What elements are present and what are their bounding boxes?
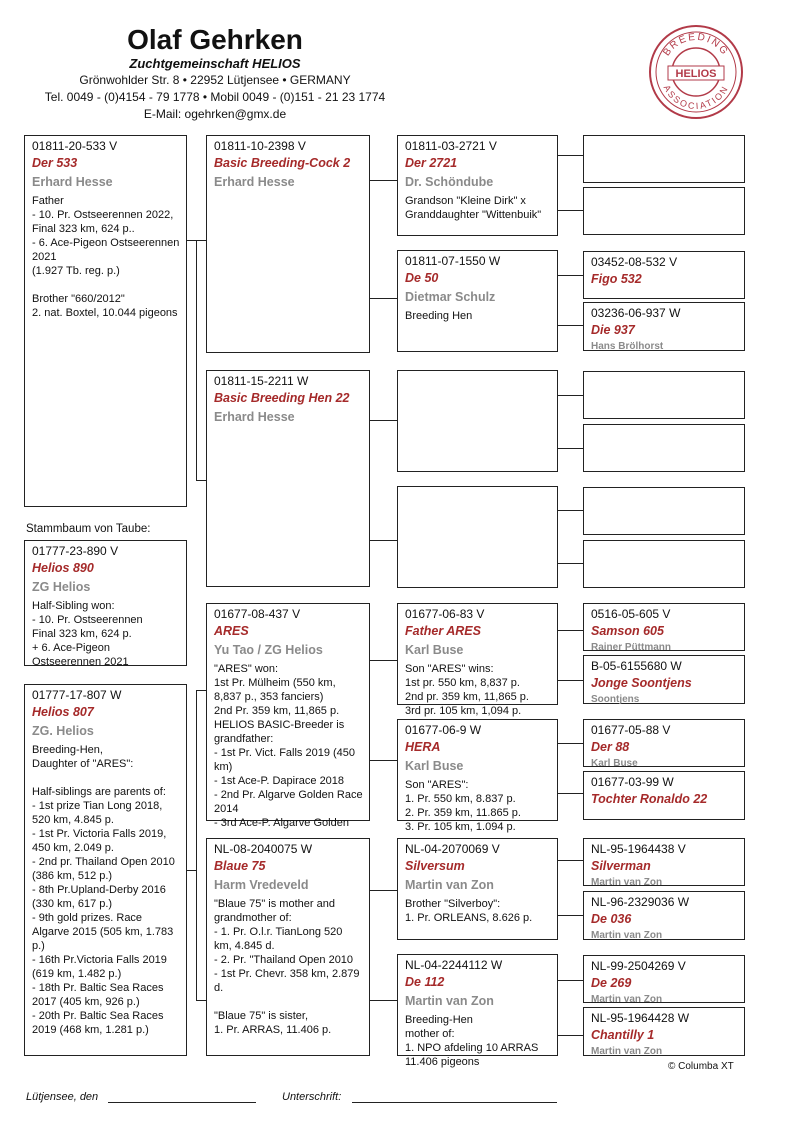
pigeon-name: Chantilly 1 xyxy=(591,1028,655,1042)
pigeon-card-subject xyxy=(24,540,187,666)
pigeon-name: Jonge Soontjens xyxy=(591,676,692,690)
pigeon-card-sire-mother xyxy=(206,370,370,587)
connector-line xyxy=(370,1000,397,1001)
pigeon-name: Tochter Ronaldo 22 xyxy=(591,792,708,806)
pigeon-name: De 036 xyxy=(591,912,632,926)
ring-number: 01811-15-2211 W xyxy=(214,374,309,388)
connector-line xyxy=(558,563,583,564)
pigeon-name: Blaue 75 xyxy=(214,859,266,873)
pigeon-name: Silversum xyxy=(405,859,465,873)
connector-line xyxy=(370,180,397,181)
connector-line xyxy=(558,630,583,631)
logo-center-text: HELIOS xyxy=(675,68,717,80)
pigeon-card-empty xyxy=(583,371,745,419)
ring-number: 01677-06-83 V xyxy=(405,607,485,621)
breeder-subtitle: Zuchtgemeinschaft HELIOS xyxy=(129,56,301,71)
pigeon-card-dam-granddam-m xyxy=(397,954,558,1068)
pigeon-name: Der 533 xyxy=(32,156,78,170)
pigeon-owner: Martin van Zon xyxy=(591,994,663,1005)
connector-line xyxy=(558,155,583,156)
pigeon-name: De 50 xyxy=(405,271,439,285)
pigeon-owner: Martin van Zon xyxy=(591,877,663,888)
connector-line xyxy=(186,870,196,871)
pigeon-card-empty xyxy=(583,424,745,472)
ring-number: 01777-17-807 W xyxy=(32,688,122,702)
pigeon-info: Father - 10. Pr. Ostseerennen 2022, Final 323 km, 624 p.. - 6. Ace-Pigeon Ostseerennen 2021 (1.927 Tb. reg. p.) Brother "660/2012" 2. nat. Boxtel, 10.044 pigeons xyxy=(32,195,180,319)
pigeon-card-dam-grandsire xyxy=(397,603,558,717)
pigeon-card-ancestor xyxy=(583,603,745,651)
connector-line xyxy=(558,680,583,681)
pigeon-owner: Martin van Zon xyxy=(591,1046,663,1057)
pigeon-owner: Erhard Hesse xyxy=(32,175,113,189)
pigeon-info: "ARES" won: 1st Pr. Mülheim (550 km, 8,837 p., 353 fanciers) 2nd Pr. 359 km, 11,865 p. HELIOS BASIC-Breeder is grandfather: - 1st Pr. Vict. Falls 2019 (450 km) - 1st Ace-P. Dapirace 2018 - 2nd Pr. Algarve Golden Race 2014 - 3rd Ace-P. Algarve Golden xyxy=(214,663,363,829)
ring-number: NL-08-2040075 W xyxy=(214,842,313,856)
logo-bottom-text: ASSOCIATION xyxy=(661,83,731,112)
ring-number: B-05-6155680 W xyxy=(591,659,682,673)
pigeon-owner: Erhard Hesse xyxy=(214,410,295,424)
connector-line xyxy=(186,240,196,241)
connector-line xyxy=(196,1000,206,1001)
pigeon-card-ancestor xyxy=(583,891,745,940)
pigeon-card-dam xyxy=(24,684,187,1056)
connector-line xyxy=(558,915,583,916)
ring-number: 03236-06-937 W xyxy=(591,306,681,320)
pigeon-owner: Hans Brölhorst xyxy=(591,341,664,352)
ring-number: 01677-05-88 V xyxy=(591,723,671,737)
pigeon-card-sire xyxy=(24,135,187,507)
pigeon-card-empty xyxy=(397,370,558,472)
pigeon-info: Brother "Silverboy": 1. Pr. ORLEANS, 8.626 p. xyxy=(405,898,533,924)
pigeon-owner: Soontjens xyxy=(591,694,640,705)
pigeon-card-empty xyxy=(583,135,745,183)
connector-line xyxy=(370,420,397,421)
pigeon-card-ancestor xyxy=(583,838,745,886)
breeder-name: Olaf Gehrken xyxy=(127,24,303,55)
pigeon-card-great-grandsire xyxy=(583,251,745,299)
pigeon-card-ancestor xyxy=(583,719,745,767)
ring-number: NL-04-2070069 V xyxy=(405,842,500,856)
connector-line xyxy=(196,690,206,691)
pigeon-info: Breeding Hen xyxy=(405,310,473,322)
pigeon-owner: Martin van Zon xyxy=(405,994,494,1008)
pigeon-name: Silverman xyxy=(591,859,651,873)
connector-line xyxy=(558,395,583,396)
pigeon-card-ancestor xyxy=(583,655,745,704)
pigeon-info: "Blaue 75" is mother and grandmother of: - 1. Pr. O.l.r. TianLong 520 km, 4.845 d. - 2. Pr. "Thailand Open 2010 - 1st Pr. Chevr. 358 km, 2.879 d. "Blaue 75" is sister, 1. Pr. ARRAS, 11.406 p. xyxy=(214,898,360,1036)
pigeon-card-empty xyxy=(583,187,745,235)
connector-line xyxy=(558,210,583,211)
ring-number: 01677-06-9 W xyxy=(405,723,482,737)
pigeon-name: Der 2721 xyxy=(405,156,458,170)
pigeon-name: Der 88 xyxy=(591,740,630,754)
pigeon-card-great-granddam xyxy=(583,302,745,351)
pigeon-card-empty xyxy=(583,540,745,588)
breeder-header xyxy=(0,24,430,123)
pigeon-info: Son "ARES" wins: 1st pr. 550 km, 8,837 p. 2nd pr. 359 km, 11,865 p. 3rd pr. 105 km, 1,094 p. xyxy=(405,663,529,717)
connector-line xyxy=(558,448,583,449)
breeder-address: Grönwohlder Str. 8 • 22952 Lütjensee • GERMANY xyxy=(79,73,351,87)
ring-number: 0516-05-605 V xyxy=(591,607,671,621)
connector-line xyxy=(558,860,583,861)
pigeon-card-ancestor xyxy=(583,1007,745,1056)
place-date-label: Lütjensee, den xyxy=(26,1091,99,1103)
pigeon-owner: Karl Buse xyxy=(405,643,464,657)
signature-line xyxy=(352,1102,557,1103)
ring-number: 01777-23-890 V xyxy=(32,544,119,558)
connector-line xyxy=(370,760,397,761)
pigeon-name: ARES xyxy=(214,624,249,638)
connector-line xyxy=(370,298,397,299)
pigeon-info: Breeding-Hen, Daughter of "ARES": Half-siblings are parents of: - 1st prize Tian Long 2018, 520 km, 4.845 p. - 1st Pr. Victoria Falls 2019, 450 km, 2.049 p. - 2nd pr. Thailand Open 2010 (386 km, 512 p.) - 8th Pr.Upland-Derby 2016 (330 km, 617 p.) - 9th gold prizes. Race Algarve 2015 (505 km, 1.783 p.) - 16th Pr.Victoria Falls 2019 (619 km, 1.482 p.) - 18th Pr. Baltic Sea Races 2017 (405 km, 926 p.) - 20th Pr. Baltic Sea Races 2019 (468 km, 1.281 p.) xyxy=(32,744,175,1036)
pigeon-info: Breeding-Hen mother of: 1. NPO afdeling 10 ARRAS 11.406 pigeons xyxy=(405,1014,539,1068)
connector-line xyxy=(558,980,583,981)
connector-line xyxy=(196,690,197,1000)
ring-number: 01811-10-2398 V xyxy=(214,139,306,153)
ring-number: 01811-07-1550 W xyxy=(405,254,501,268)
pigeon-name: Helios 807 xyxy=(32,705,94,719)
pigeon-owner: Yu Tao / ZG Helios xyxy=(214,643,323,657)
ring-number: 01811-03-2721 V xyxy=(405,139,497,153)
logo-top-text: BREEDING xyxy=(661,31,731,59)
ring-number: 01811-20-533 V xyxy=(32,139,118,153)
pigeon-card-ancestor xyxy=(583,955,745,1003)
pigeon-card-sire-father xyxy=(206,135,370,353)
ring-number: NL-95-1964428 W xyxy=(591,1011,690,1025)
pigeon-owner: Martin van Zon xyxy=(405,878,494,892)
connector-line xyxy=(370,660,397,661)
pigeon-card-dam-granddam xyxy=(397,719,558,833)
pigeon-name: Helios 890 xyxy=(32,561,94,575)
pigeon-owner: ZG. Helios xyxy=(32,724,94,738)
pigeon-card-empty xyxy=(583,487,745,535)
copyright-note: © Columba XT xyxy=(668,1061,734,1072)
connector-line xyxy=(196,240,206,241)
ring-number: 01677-08-437 V xyxy=(214,607,301,621)
pigeon-owner: ZG Helios xyxy=(32,580,91,594)
pigeon-name: Figo 532 xyxy=(591,272,642,286)
pigeon-name: Basic Breeding-Cock 2 xyxy=(214,156,351,170)
ring-number: 01677-03-99 W xyxy=(591,775,674,789)
ring-number: NL-99-2504269 V xyxy=(591,959,686,973)
ring-number: NL-04-2244112 W xyxy=(405,958,503,972)
pigeon-owner: Karl Buse xyxy=(591,758,638,769)
pigeon-owner: Martin van Zon xyxy=(591,930,663,941)
connector-line xyxy=(370,540,397,541)
pigeon-name: Samson 605 xyxy=(591,624,664,638)
pigeon-info: Grandson "Kleine Dirk" x Granddaughter "Wittenbuik" xyxy=(405,195,542,221)
connector-line xyxy=(558,510,583,511)
pigeon-owner: Dr. Schöndube xyxy=(405,175,494,189)
pigeon-name: HERA xyxy=(405,740,441,754)
pigeon-info: Half-Sibling won: - 10. Pr. Ostseerennen Final 323 km, 624 p. + 6. Ace-Pigeon Ostseerennen 2021 xyxy=(32,600,143,668)
pigeon-card-empty xyxy=(397,486,558,588)
ring-number: NL-95-1964438 V xyxy=(591,842,686,856)
breeding-association-logo xyxy=(648,24,744,120)
pigeon-card-grandsire xyxy=(397,135,558,236)
pigeon-name: De 112 xyxy=(405,975,445,989)
pigeon-card-granddam xyxy=(397,250,558,352)
pigeon-name: Basic Breeding Hen 22 xyxy=(214,391,350,405)
pigeon-owner: Erhard Hesse xyxy=(214,175,295,189)
breeder-phone: Tel. 0049 - (0)4154 - 79 1778 • Mobil 0049 - (0)151 - 21 23 1774 xyxy=(44,90,386,104)
pigeon-owner: Harm Vredeveld xyxy=(214,878,309,892)
pigeon-owner: Rainer Püttmann xyxy=(591,642,672,653)
connector-line xyxy=(558,1035,583,1036)
pigeon-name: Die 937 xyxy=(591,323,635,337)
pigeon-owner: Dietmar Schulz xyxy=(405,290,496,304)
place-date-line xyxy=(108,1102,256,1103)
connector-line xyxy=(370,890,397,891)
connector-line xyxy=(196,240,197,480)
pigeon-card-ancestor xyxy=(583,771,745,820)
ring-number: NL-96-2329036 W xyxy=(591,895,690,909)
breeder-email: E-Mail: ogehrken@gmx.de xyxy=(143,107,287,121)
signature-label: Unterschrift: xyxy=(282,1091,342,1103)
pigeon-name: De 269 xyxy=(591,976,632,990)
ring-number: 03452-08-532 V xyxy=(591,255,678,269)
pigeon-name: Father ARES xyxy=(405,624,481,638)
connector-line xyxy=(558,275,583,276)
pigeon-card-dam-father xyxy=(206,603,370,829)
connector-line xyxy=(558,325,583,326)
pedigree-section-label: Stammbaum von Taube: xyxy=(26,523,151,535)
connector-line xyxy=(196,480,206,481)
connector-line xyxy=(558,743,583,744)
pigeon-card-dam-mother xyxy=(206,838,370,1056)
connector-line xyxy=(558,793,583,794)
pigeon-card-dam-grandsire-m xyxy=(397,838,558,940)
pigeon-info: Son "ARES": 1. Pr. 550 km, 8.837 p. 2. Pr. 359 km, 11.865 p. 3. Pr. 105 km, 1.094 p. xyxy=(405,779,521,833)
pigeon-owner: Karl Buse xyxy=(405,759,464,773)
